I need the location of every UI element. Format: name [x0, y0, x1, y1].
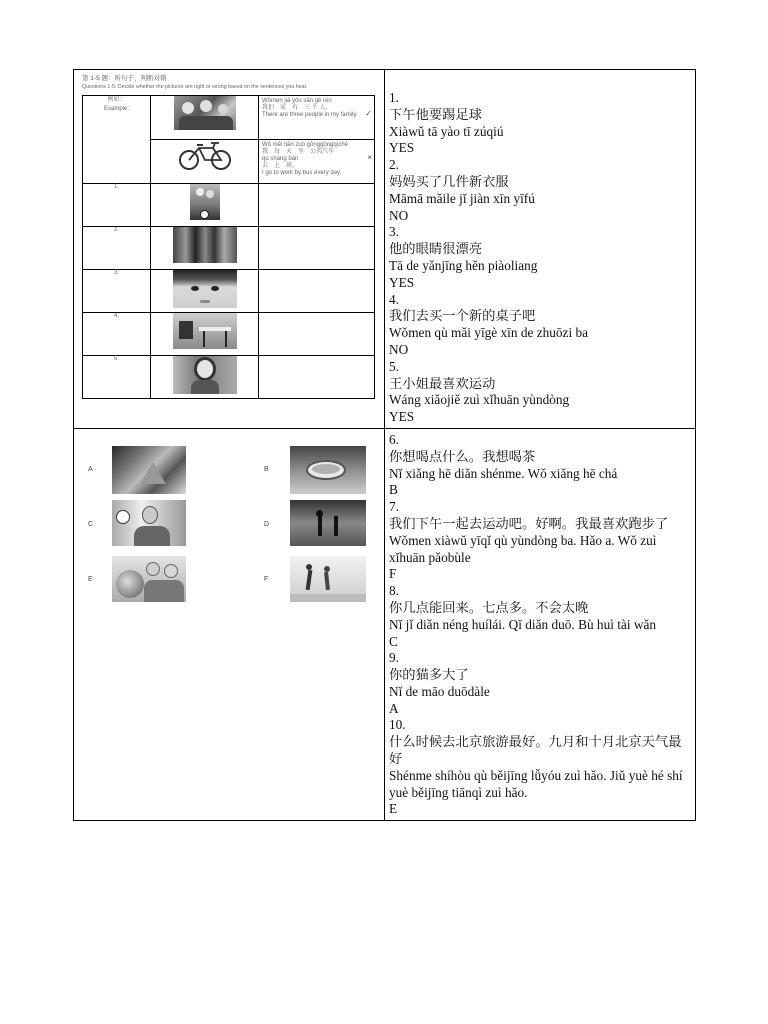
- globe-travel-photo-icon: [112, 556, 186, 602]
- worksheet-grid: [82, 95, 375, 399]
- option-letter: B: [264, 465, 269, 473]
- answers-6-10-text: 6. 你想喝点什么。我想喝茶 Nǐ xiǎng hē diǎn shénme. Wǒ xiǎng hē chá B 7. 我们下午一起去运动吧。好啊。我最喜欢跑步了 Wǒmen xiàwǔ yīqǐ qù yùndòng ba. Hǎo a. Wǒ zuì xǐhuān pǎobùle F 8. 你几点能回来。七点多。不会太晚 Nǐ jǐ diǎn néng huílái. Qī diǎn duō. Bù huì tài wǎn C 9. 你的猫多大了 Nǐ de māo duōdàle A 10. 什么时候去北京旅游最好。九月和十月北京天气最好 Shénme shíhòu qù běijīng lǚyóu zuì hǎo. Jiǔ yuè hé shí yuè běijīng tiānqì zuì hǎo. E: [389, 431, 683, 817]
- family-photo-icon: [174, 96, 236, 130]
- question-row: [83, 356, 375, 399]
- question-number: 1.: [83, 184, 151, 227]
- option-letter: C: [88, 520, 94, 528]
- example-text-cell: Wǒ měi tiān zuò gōnggòngqìchē 我 每 天 坐 公共汽车 qù shàng bān 去 上 班。 I go to work by bus every day. ×: [259, 140, 375, 184]
- question-row: [83, 227, 375, 270]
- question-number: 4.: [83, 313, 151, 356]
- answers-1-5-cell: [385, 70, 696, 429]
- picture-options-cell: [74, 428, 385, 820]
- document-table: [73, 69, 696, 821]
- jogging-couple-photo-icon: [290, 556, 366, 602]
- girl-eyes-icon: [173, 270, 237, 308]
- table-row: [74, 428, 696, 820]
- example-picture-cell: [151, 140, 259, 184]
- table-row: [74, 70, 696, 429]
- question-row: [83, 184, 375, 227]
- question-row: [83, 313, 375, 356]
- clothes-icon: [173, 227, 237, 263]
- option-letter: D: [264, 520, 270, 528]
- question-number: 3.: [83, 270, 151, 313]
- worksheet-instructions: Questions 1-5: Decide whether the pictures are right or wrong based on the sentences you hear.: [82, 84, 308, 90]
- soccer-kids-icon: [190, 184, 220, 220]
- clock-man-photo-icon: [112, 500, 186, 546]
- check-mark-icon: ✓: [365, 109, 372, 118]
- answers-1-5-text: 1. 下午他要踢足球 Xiàwǔ tā yào tī zúqiú YES 2. 妈妈买了几件新衣服 Māmā mǎile jǐ jiàn xīn yīfú NO 3. 他的眼睛很漂亮 Tā de yǎnjīng hěn piàoliang YES 4. 我们去买一个新的桌子吧 Wǒmen qù mǎi yīgè xīn de zhuōzi ba NO 5. 王小姐最喜欢运动 Wáng xiǎojiě zuì xǐhuān yùndòng YES: [389, 90, 589, 425]
- example-text-cell: Wǒmen jiā yǒu sān gè rén 我们 家 有 三 个 人。 There are three people in my family. ✓: [259, 96, 375, 140]
- woman-portrait-icon: [173, 356, 237, 394]
- example-row: [83, 96, 375, 140]
- worksheet-heading: 第 1-5 题：听句子，判断对错: [82, 75, 167, 82]
- tea-cup-photo-icon: [290, 446, 366, 494]
- example-picture-cell: [151, 96, 259, 140]
- question-number: 5.: [83, 356, 151, 399]
- option-letter: F: [264, 575, 269, 583]
- answers-6-10-cell: [385, 428, 696, 820]
- cat-photo-icon: [112, 446, 186, 494]
- picture-options-grid: [82, 438, 372, 608]
- example-label: 例如： Example:: [83, 96, 151, 184]
- bicycle-icon: [177, 140, 233, 170]
- option-letter: E: [88, 575, 93, 583]
- worksheet-scan-cell: [74, 70, 385, 429]
- option-letter: A: [88, 465, 93, 473]
- beach-runners-photo-icon: [290, 500, 366, 546]
- table-chairs-icon: [173, 313, 237, 349]
- question-number: 2.: [83, 227, 151, 270]
- cross-mark-icon: ×: [367, 153, 372, 162]
- question-row: [83, 270, 375, 313]
